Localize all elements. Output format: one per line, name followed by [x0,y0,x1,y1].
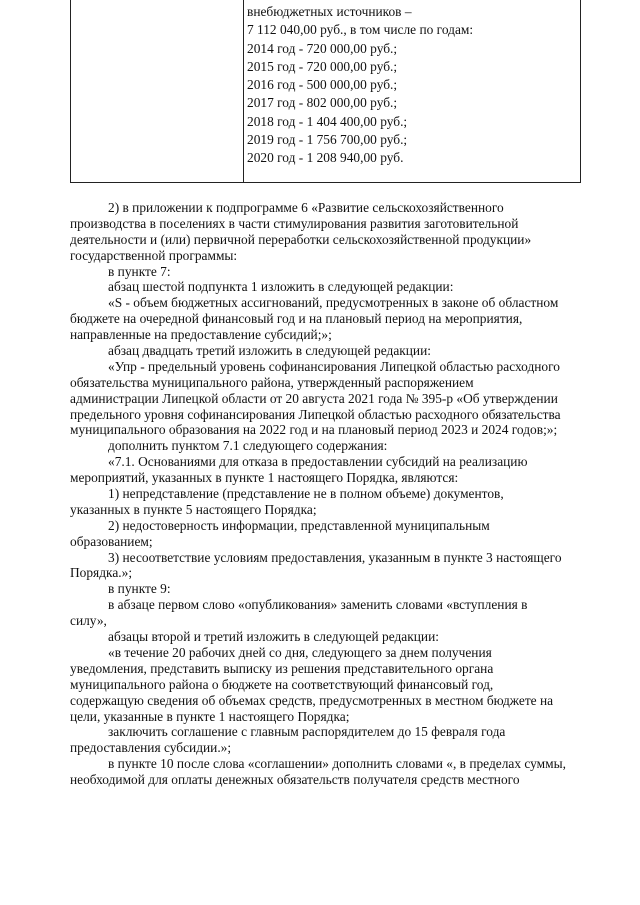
text-line: «S - объем бюджетных ассигнований, предусмотренных в законе об областном [108,295,559,311]
table-column-divider [243,0,244,182]
text-line: абзацы второй и третий изложить в следующей редакции: [108,629,439,645]
text-line: цели, указанные в пункте 1 настоящего Порядка; [70,708,350,724]
text-line: администрации Липецкой области от 20 августа 2021 года № 395-р «Об утверждении [70,390,558,406]
text-line: деятельности и (или) первичной переработки сельскохозяйственной продукции» [70,231,532,247]
text-line: государственной программы: [70,247,238,263]
text-line: силу», [70,613,107,629]
text-line: предельного уровня софинансирования Липецкой областью расходного обязательства [70,406,561,422]
table-line: 2017 год - 802 000,00 руб.; [247,95,398,111]
text-line: 2) в приложении к подпрограмме 6 «Развитие сельскохозяйственного [108,200,504,215]
text-line: производства в поселениях в части стимулирования развития заготовительной [70,215,519,231]
table-line: внебюджетных источников – [247,4,412,19]
table-line: 2020 год - 1 208 940,00 руб. [247,150,404,166]
text-line: необходимой для оплаты денежных обязательств получателя средств местного [70,772,520,788]
text-line: содержащую сведения об объемах средств, предусмотренных в местном бюджете на [70,692,554,708]
text-line: указанных в пункте 5 настоящего Порядка; [70,501,317,517]
text-line: Порядка.»; [70,565,133,581]
text-line: 2) недостоверность информации, представленной муниципальным [108,517,490,533]
text-line: уведомления, представить выписку из решения представительного органа [70,660,494,676]
text-line: в пункте 7: [108,263,171,279]
text-line: муниципального образования на 2022 год и на плановый период 2023 и 2024 годов;»; [70,422,558,438]
text-line: в абзаце первом слово «опубликования» заменить словами «вступления в [108,597,528,613]
text-line: заключить соглашение с главным распорядителем до 15 февраля года [108,724,506,740]
table-line: 7 112 040,00 руб., в том числе по годам: [247,22,474,38]
text-line: направленные на предоставление субсидий;»; [70,327,332,343]
text-line: 3) несоответствие условиям предоставления, указанным в пункте 3 настоящего [108,549,562,565]
text-line: обязательства муниципального района, утвержденный распоряжением [70,374,474,390]
text-line: абзац шестой подпункта 1 изложить в следующей редакции: [108,279,454,295]
document-body-text [70,200,585,788]
text-line: «7.1. Основаниями для отказа в предоставлении субсидий на реализацию [108,454,528,470]
table-line: 2014 год - 720 000,00 руб.; [247,40,398,56]
text-line: предоставления субсидии.»; [70,740,232,756]
table-line: 2015 год - 720 000,00 руб.; [247,58,398,74]
table-line: 2018 год - 1 404 400,00 руб.; [247,113,408,129]
table-line: 2019 год - 1 756 700,00 руб.; [247,132,408,148]
text-line: муниципального района о бюджете на соответствующий финансовый год, [70,676,494,692]
text-line: «Упр - предельный уровень софинансирования Липецкой областью расходного [108,358,560,374]
text-line: мероприятий, указанных в пункте 1 настоящего Порядка, являются: [70,470,459,486]
text-line: образованием; [70,533,153,549]
table-line: 2016 год - 500 000,00 руб.; [247,77,398,93]
funding-table [70,0,581,183]
table-cell-funding-sources [247,3,576,168]
text-line: бюджете на очередной финансовый год и на плановый период на мероприятия, [70,311,523,327]
text-line: абзац двадцать третий изложить в следующей редакции: [108,343,431,359]
text-line: «в течение 20 рабочих дней со дня, следующего за днем получения [108,644,492,660]
text-line: 1) непредставление (представление не в полном объеме) документов, [108,486,504,502]
text-line: дополнить пунктом 7.1 следующего содержания: [108,438,388,454]
text-line: в пункте 9: [108,581,171,597]
text-line: в пункте 10 после слова «соглашении» дополнить словами «, в пределах суммы, [108,756,566,772]
